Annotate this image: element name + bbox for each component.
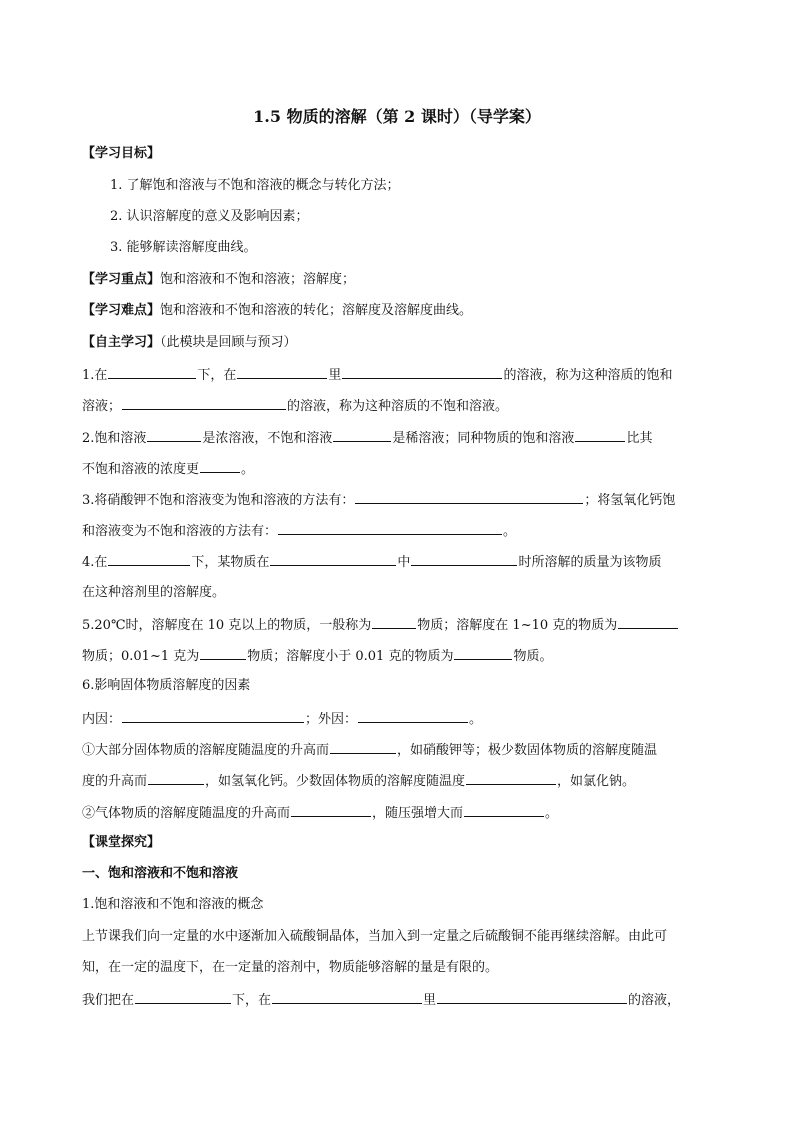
q2-line-2 <box>82 459 254 479</box>
q4-line-1 <box>82 552 661 572</box>
fill-blank[interactable] <box>122 709 304 723</box>
explore-paragraph-line-2: 知，在一定的温度下，在一定量的溶剂中，物质能够溶解的量是有限的。 <box>82 960 499 975</box>
q1-text-a: 1.在 <box>82 368 108 383</box>
definition-text-a: 我们把在 <box>82 993 135 1008</box>
fill-blank[interactable] <box>200 459 240 473</box>
q5-text-b: 物质；溶解度在 1~10 克的物质为 <box>417 618 618 633</box>
q6-p1-text-d: ，如氢氧化钙。少数固体物质的溶解度随温度 <box>205 774 466 789</box>
q2-text-d: 比其 <box>626 431 653 446</box>
q4-text-c: 中 <box>397 555 411 570</box>
q3-text-d: 。 <box>503 524 517 539</box>
fill-blank[interactable] <box>135 990 231 1004</box>
q6-text-c: 。 <box>469 712 483 727</box>
q6-p2-text-c: 。 <box>545 806 559 821</box>
fill-blank[interactable] <box>270 552 396 566</box>
self-study-label: 【自主学习】 <box>82 335 161 350</box>
q3-line-2 <box>82 521 516 541</box>
q1-text-c: 里 <box>328 368 342 383</box>
q1-line-1 <box>82 365 672 385</box>
fill-blank[interactable] <box>272 990 422 1004</box>
fill-blank[interactable] <box>330 740 396 754</box>
q2-text-e: 不饱和溶液的浓度更 <box>82 462 200 477</box>
objective-item-1: 1. 了解饱和溶液与不饱和溶液的概念与转化方法； <box>110 178 400 193</box>
q3-text-c: 和溶液变为不饱和溶液的方法有： <box>82 524 278 539</box>
q5-text-c: 物质；0.01~1 克为 <box>82 649 200 664</box>
fill-blank[interactable] <box>437 990 627 1004</box>
definition-line <box>82 990 680 1010</box>
q6-text-a: 内因： <box>82 712 122 727</box>
definition-text-c: 里 <box>423 993 437 1008</box>
q6-p2-text-a: ②气体物质的溶解度随温度的升高而 <box>82 806 291 821</box>
q6-point1-line-2 <box>82 771 635 791</box>
q3-line-1 <box>82 490 675 510</box>
fill-blank[interactable] <box>466 771 556 785</box>
class-explore-header: 【课堂探究】 <box>82 835 161 850</box>
fill-blank[interactable] <box>342 365 502 379</box>
definition-text-d: 的溶液， <box>628 993 681 1008</box>
q2-text-f: 。 <box>241 462 255 477</box>
q3-text-a: 3.将硝酸钾不饱和溶液变为饱和溶液的方法有： <box>82 493 355 508</box>
fill-blank[interactable] <box>355 490 583 504</box>
q6-point1-line-1 <box>82 740 657 760</box>
q6-p2-text-b: ，随压强增大而 <box>372 806 464 821</box>
q4-line-2: 在这种溶剂里的溶解度。 <box>82 585 226 600</box>
q4-text-a: 4.在 <box>82 555 108 570</box>
fill-blank[interactable] <box>108 552 190 566</box>
difficulties-text: 饱和溶液和不饱和溶液的转化；溶解度及溶解度曲线。 <box>160 303 473 318</box>
q1-text-d: 的溶液，称为这种溶质的饱和 <box>503 368 673 383</box>
q6-point2-line <box>82 803 558 823</box>
q6-p1-text-a: ①大部分固体物质的溶解度随温度的升高而 <box>82 743 330 758</box>
subsection-1-heading: 1.饱和溶液和不饱和溶液的概念 <box>82 897 264 912</box>
q4-text-b: 下，某物质在 <box>191 555 270 570</box>
q1-text-b: 下，在 <box>197 368 237 383</box>
fill-blank[interactable] <box>122 396 286 410</box>
objective-item-2: 2. 认识溶解度的意义及影响因素； <box>110 209 309 224</box>
difficulties-line <box>82 302 472 320</box>
definition-text-b: 下，在 <box>232 993 272 1008</box>
q4-text-d: 时所溶解的质量为该物质 <box>518 555 662 570</box>
fill-blank[interactable] <box>454 646 512 660</box>
fill-blank[interactable] <box>372 615 416 629</box>
q6-p1-text-b: ，如硝酸钾等；极少数固体物质的溶解度随温 <box>397 743 658 758</box>
q5-text-a: 5.20℃时，溶解度在 10 克以上的物质，一般称为 <box>82 618 372 633</box>
q6-factors-line <box>82 709 482 729</box>
q2-text-a: 2.饱和溶液 <box>82 431 147 446</box>
q6-text-b: ；外因： <box>305 712 358 727</box>
key-points-line <box>82 271 355 289</box>
q5-text-e: 物质。 <box>513 649 553 664</box>
fill-blank[interactable] <box>411 552 517 566</box>
fill-blank[interactable] <box>278 521 502 535</box>
explore-paragraph-line-1: 上节课我们向一定量的水中逐渐加入硫酸铜晶体，当加入到一定量之后硫酸铜不能再继续溶解。由此可 <box>82 929 668 944</box>
fill-blank[interactable] <box>108 365 196 379</box>
page-title: 1.5 物质的溶解（第 2 课时）（导学案） <box>253 107 541 126</box>
self-study-note: （此模块是回顾与预习） <box>160 335 297 350</box>
fill-blank[interactable] <box>147 428 201 442</box>
q2-text-b: 是浓溶液，不饱和溶液 <box>202 431 333 446</box>
fill-blank[interactable] <box>358 709 468 723</box>
fill-blank[interactable] <box>575 428 625 442</box>
fill-blank[interactable] <box>618 615 678 629</box>
fill-blank[interactable] <box>237 365 327 379</box>
q6-p1-text-c: 度的升高而 <box>82 774 148 789</box>
objective-item-3: 3. 能够解读溶解度曲线。 <box>110 240 257 255</box>
fill-blank[interactable] <box>200 646 246 660</box>
key-points-text: 饱和溶液和不饱和溶液；溶解度； <box>160 272 356 287</box>
q5-text-d: 物质；溶解度小于 0.01 克的物质为 <box>247 649 454 664</box>
fill-blank[interactable] <box>464 803 544 817</box>
q1-text-e: 溶液； <box>82 399 122 414</box>
q6-p1-text-e: ，如氯化钠。 <box>557 774 636 789</box>
fill-blank[interactable] <box>333 428 391 442</box>
objectives-header: 【学习目标】 <box>82 146 161 161</box>
q1-line-2 <box>82 396 508 416</box>
section-1-heading: 一、饱和溶液和不饱和溶液 <box>82 866 239 881</box>
self-study-header <box>82 334 297 352</box>
q3-text-b: ；将氢氧化钙饱 <box>584 493 676 508</box>
q2-line-1 <box>82 428 652 448</box>
q6-title: 6.影响固体物质溶解度的因素 <box>82 678 251 693</box>
q1-text-f: 的溶液，称为这种溶质的不饱和溶液。 <box>287 399 509 414</box>
q2-text-c: 是稀溶液；同种物质的饱和溶液 <box>392 431 575 446</box>
fill-blank[interactable] <box>148 771 204 785</box>
key-points-label: 【学习重点】 <box>82 272 161 287</box>
fill-blank[interactable] <box>291 803 371 817</box>
q5-line-1 <box>82 615 679 635</box>
difficulties-label: 【学习难点】 <box>82 303 161 318</box>
q5-line-2 <box>82 646 552 666</box>
